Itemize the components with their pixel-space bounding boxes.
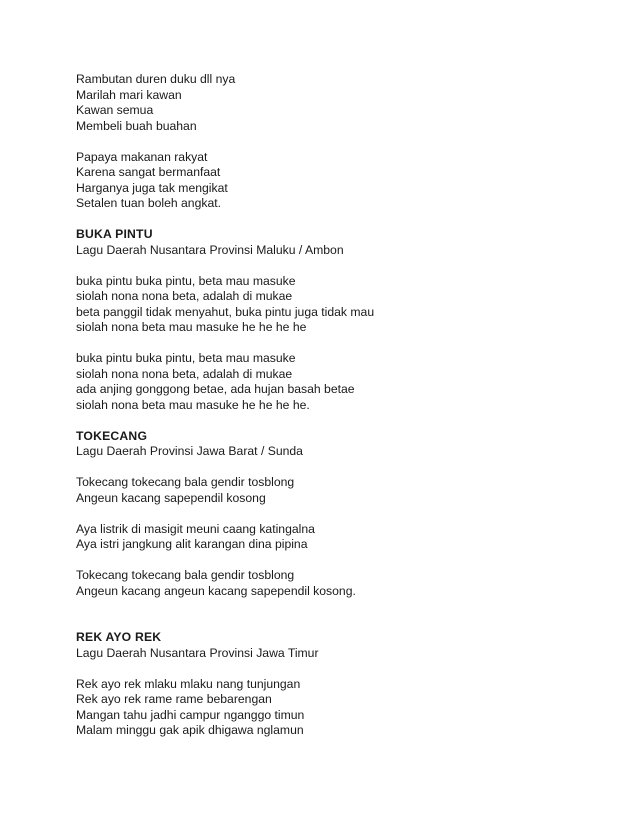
lyric-line: Mangan tahu jadhi campur nganggo timun [76, 707, 305, 722]
song-subtitle: Lagu Daerah Provinsi Jawa Barat / Sunda [76, 444, 303, 458]
lyric-line: Kawan semua [76, 103, 154, 117]
song-stanza [76, 568, 616, 599]
lyric-line: Angeun kacang angeun kacang sapependil kosong. [76, 583, 356, 598]
lyric-line: Tokecang tokecang bala gendir tosblong [76, 568, 295, 582]
song-tokecang [76, 429, 616, 600]
lyric-line: buka pintu buka pintu, beta mau masuke [76, 351, 296, 365]
song-stanza [76, 677, 616, 739]
song-stanza [76, 475, 616, 506]
lyric-line: ada anjing gonggong betae, ada hujan basah betae [76, 382, 355, 396]
intro-stanza-1 [76, 72, 616, 134]
lyric-line: Aya listrik di masigit meuni caang katingalna [76, 521, 315, 536]
song-subtitle: Lagu Daerah Nusantara Provinsi Jawa Timur [76, 645, 319, 660]
lyric-line: beta panggil tidak menyahut, buka pintu juga tidak mau [76, 304, 375, 319]
lyric-line: Angeun kacang sapependil kosong [76, 490, 266, 505]
lyric-line: Rek ayo rek rame rame bebarengan [76, 692, 272, 706]
lyric-line: Harganya juga tak mengikat [76, 180, 228, 195]
lyric-line: siolah nona nona beta, adalah di mukae [76, 366, 293, 381]
lyric-line: Rek ayo rek mlaku mlaku nang tunjungan [76, 676, 301, 691]
lyric-line: Tokecang tokecang bala gendir tosblong [76, 475, 295, 489]
song-title: REK AYO REK [76, 630, 162, 644]
song-title: TOKECANG [76, 428, 148, 443]
lyric-line: Papaya makanan rakyat [76, 149, 208, 164]
lyric-line: Aya istri jangkung alit karangan dina pipina [76, 537, 308, 551]
lyric-line: siolah nona beta mau masuke he he he he. [76, 397, 310, 412]
lyric-line: Malam minggu gak apik dhigawa nglamun [76, 723, 304, 737]
song-stanza [76, 274, 616, 336]
lyric-line: siolah nona beta mau masuke he he he he [76, 320, 307, 334]
lyric-line: Marilah mari kawan [76, 87, 182, 102]
lyric-line: Membeli buah buahan [76, 118, 197, 133]
lyric-line: Setalen tuan boleh angkat. [76, 196, 222, 210]
song-title: BUKA PINTU [76, 227, 153, 241]
lyric-line: Rambutan duren duku dll nya [76, 72, 236, 86]
song-rek-ayo-rek [76, 630, 616, 739]
song-stanza [76, 522, 616, 553]
lyric-line: siolah nona nona beta, adalah di mukae [76, 289, 293, 303]
lyric-line: buka pintu buka pintu, beta mau masuke [76, 273, 296, 288]
document-page [76, 72, 616, 754]
song-subtitle: Lagu Daerah Nusantara Provinsi Maluku / Ambon [76, 242, 344, 257]
intro-stanza-2 [76, 150, 616, 212]
song-stanza [76, 351, 616, 413]
song-buka-pintu [76, 227, 616, 413]
lyric-line: Karena sangat bermanfaat [76, 165, 221, 179]
